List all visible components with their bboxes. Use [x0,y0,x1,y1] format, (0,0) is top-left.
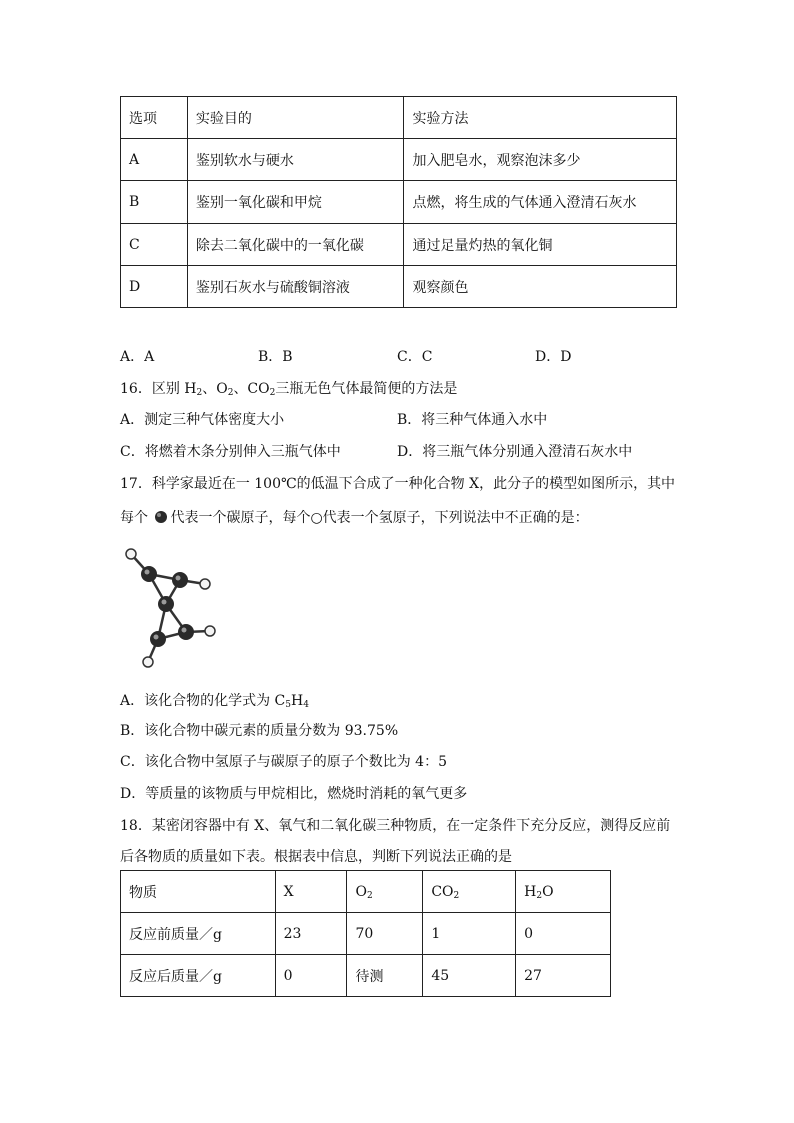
q18-stem-line1: 18．某密闭容器中有 X、氧气和二氧化碳三种物质，在一定条件下充分反应，测得反应前 [120,818,671,834]
table-cell: 27 [516,955,611,997]
table-row [121,181,677,224]
q15-option-a[interactable]: A．A [120,349,155,365]
q15-option-c[interactable]: C．C [397,349,433,365]
table-header-cell: 实验方法 [404,97,677,139]
table-row [121,955,611,997]
carbon-atom [178,624,194,640]
table-cell: 70 [347,913,423,955]
table-row [121,913,611,955]
hydrogen-atom [205,626,215,636]
q17-option-a[interactable]: A．该化合物的化学式为 $C_5H_4$ [120,693,309,710]
table-header-cell: $CO_2$ [423,871,516,913]
table-header-cell: 物质 [121,871,276,913]
table-header-cell: 实验目的 [187,97,404,139]
table-header-cell: 选项 [121,97,188,139]
table-cell: 0 [516,913,611,955]
table-cell: 23 [275,913,347,955]
carbon-atom-icon [152,510,170,524]
q16-option-d[interactable]: D．将三瓶气体分别通入澄清石灰水中 [397,444,633,460]
carbon-atom [158,596,174,612]
table-cell: 鉴别石灰水与硫酸铜溶液 [187,266,404,308]
table-cell: B [121,181,188,224]
table-row [121,224,677,266]
table-cell: D [121,266,188,308]
mass-table [120,870,611,997]
carbon-atom [172,572,188,588]
hydrogen-atom [143,657,153,667]
q15-option-b[interactable]: B．B [258,349,293,365]
carbon-atom [150,631,166,647]
q18-stem-line2: 后各物质的质量如下表。根据表中信息，判断下列说法正确的是 [120,849,512,865]
table-row [121,266,677,308]
table-cell: 45 [423,955,516,997]
q17-stem-line1: 17．科学家最近在一 100℃的低温下合成了一种化合物 X，此分子的模型如图所示，其中 [120,476,676,492]
table-cell: 观察颜色 [404,266,677,308]
table-header-row [121,97,677,139]
table-cell: 0 [275,955,347,997]
q17-stem-line2: 每个 代表一个碳原子，每个○代表一个氢原子，下列说法中不正确的是： [120,510,589,526]
table-cell: A [121,139,188,181]
carbon-atom [141,566,157,582]
hydrogen-atom [126,549,136,559]
table-cell: C [121,224,188,266]
q17-option-d[interactable]: D．等质量的该物质与甲烷相比，燃烧时消耗的氧气更多 [120,786,468,802]
table-row [121,139,677,181]
table-cell: 加入肥皂水，观察泡沫多少 [404,139,677,181]
q16-stem: 16．区别 $H_2$、$O_2$、$CO_2$三瓶无色气体最简便的方法是 [120,381,458,398]
table-header-cell: $H_2O$ [516,871,611,913]
table-cell: 点燃，将生成的气体通入澄清石灰水 [404,181,677,224]
hydrogen-atom [200,579,210,589]
table-header-cell: X [275,871,347,913]
q15-option-d[interactable]: D．D [535,349,572,365]
table-header-cell: $O_2$ [347,871,423,913]
table-cell: 鉴别一氧化碳和甲烷 [187,181,404,224]
table-cell: 待测 [347,955,423,997]
experiment-table [120,96,677,308]
q16-option-b[interactable]: B．将三种气体通入水中 [397,412,548,428]
table-cell: 1 [423,913,516,955]
q16-option-a[interactable]: A．测定三种气体密度大小 [120,412,285,428]
q16-option-c[interactable]: C．将燃着木条分别伸入三瓶气体中 [120,444,341,460]
table-header-row [121,871,611,913]
table-cell: 鉴别软水与硬水 [187,139,404,181]
molecule-diagram [118,544,228,674]
table-cell: 反应前质量／g [121,913,276,955]
table-cell: 通过足量灼热的氧化铜 [404,224,677,266]
table-cell: 除去二氧化碳中的一氧化碳 [187,224,404,266]
q17-option-b[interactable]: B．该化合物中碳元素的质量分数为 93.75% [120,723,399,739]
q17-option-c[interactable]: C．该化合物中氢原子与碳原子的原子个数比为 4：5 [120,754,447,770]
table-cell: 反应后质量／g [121,955,276,997]
